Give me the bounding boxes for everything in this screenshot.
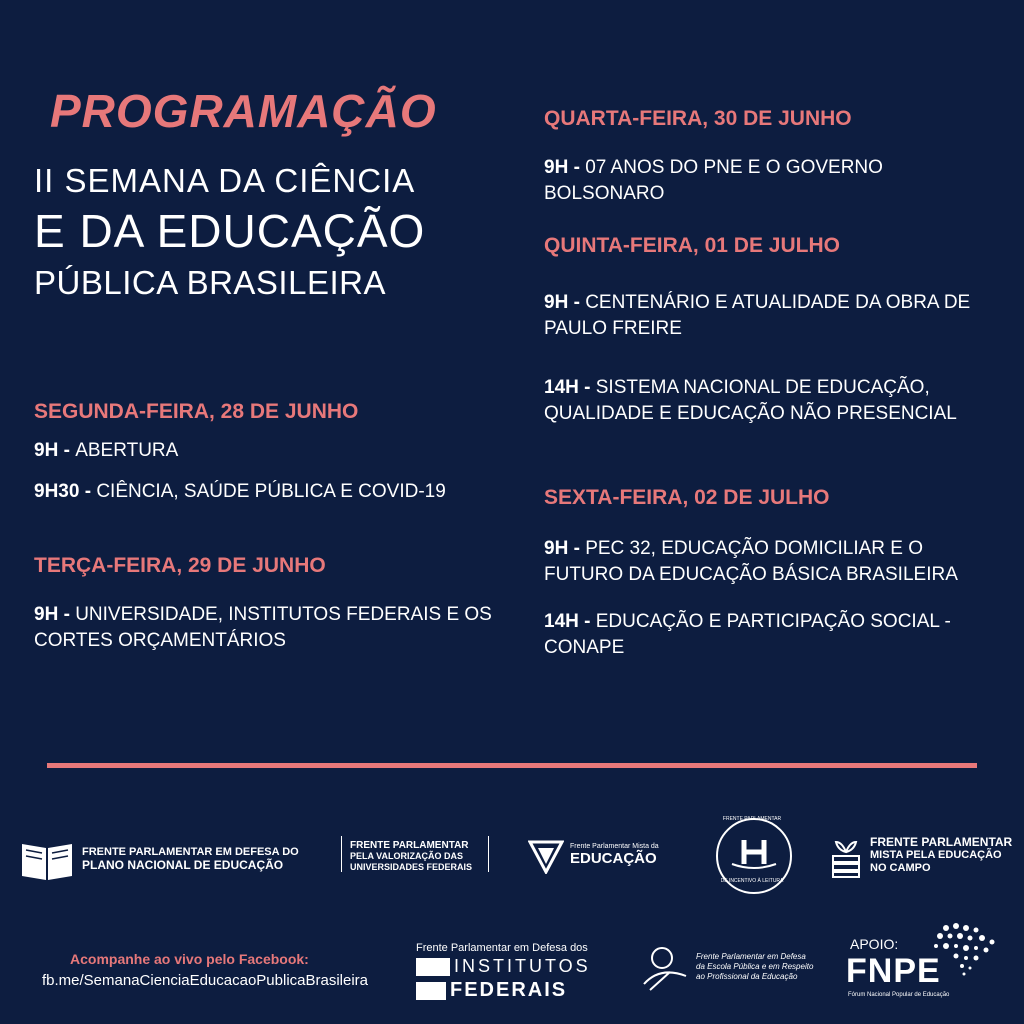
day-heading-tuesday: TERÇA-FEIRA, 29 DE JUNHO: [34, 554, 326, 577]
item-sep: -: [568, 292, 586, 313]
logo-univ-line3: UNIVERSIDADES FEDERAIS: [350, 862, 473, 872]
inst-block-icon: [416, 982, 446, 1000]
page-title: PROGRAMAÇÃO: [50, 85, 437, 137]
schedule-item: [544, 609, 1004, 661]
day-heading-thursday: QUINTA-FEIRA, 01 DE JULHO: [544, 234, 840, 257]
schedule-item: [34, 602, 504, 654]
facebook-url-link[interactable]: fb.me/SemanaCienciaEducacaoPublicaBrasileira: [42, 972, 369, 989]
item-time: 9H: [34, 604, 59, 625]
event-title-line2: E DA EDUCAÇÃO: [34, 205, 426, 257]
logo-pne-line1: FRENTE PARLAMENTAR EM DEFESA DO: [82, 846, 299, 858]
item-time: 14H: [544, 611, 579, 632]
schedule-item: [544, 290, 1004, 342]
logo-inst-line1: INSTITUTOS: [454, 956, 591, 976]
item-time: 14H: [544, 377, 579, 398]
schedule-item: [544, 375, 1004, 427]
item-sep: -: [568, 538, 586, 559]
logo-educ-big: EDUCAÇÃO: [570, 850, 657, 867]
logo-univ: [350, 840, 472, 873]
apoio-label: APOIO:: [850, 936, 899, 952]
event-title-line3: PÚBLICA BRASILEIRA: [34, 264, 386, 301]
item-sep: -: [58, 440, 76, 461]
book-icon: [20, 838, 74, 887]
logo-inst-line2: FEDERAIS: [450, 979, 568, 1001]
item-sep: -: [58, 604, 76, 625]
logo-campo-line1: FRENTE PARLAMENTAR: [870, 835, 1013, 849]
item-sep: -: [79, 481, 97, 502]
day-heading-monday: SEGUNDA-FEIRA, 28 DE JUNHO: [34, 400, 359, 423]
inst-block-icon: [416, 958, 450, 976]
item-time: 9H: [544, 157, 569, 178]
logo-escola-line1: Frente Parlamentar em Defesa: [696, 952, 806, 961]
item-text: CENTENÁRIO E ATUALIDADE DA OBRA DE PAULO FREIRE: [544, 292, 971, 339]
item-sep: -: [568, 157, 586, 178]
logo-pne-line2: PLANO NACIONAL DE EDUCAÇÃO: [82, 858, 284, 872]
day-heading-wednesday: QUARTA-FEIRA, 30 DE JUNHO: [544, 107, 852, 130]
logo-campo: [870, 836, 1012, 875]
section-divider: [47, 763, 977, 768]
event-title-line1: II SEMANA DA CIÊNCIA: [34, 162, 416, 199]
educacao-logo-icon: [528, 840, 564, 879]
item-time: 9H: [544, 292, 569, 313]
logo-pne: [82, 846, 299, 872]
logo-escola-line2: da Escola Pública e em Respeito: [696, 962, 814, 971]
item-time: 9H30: [34, 481, 80, 502]
day-heading-friday: SEXTA-FEIRA, 02 DE JULHO: [544, 486, 830, 509]
logo-campo-line2: MISTA PELA EDUCAÇÃO: [870, 849, 1002, 861]
logo-inst: [416, 942, 591, 1002]
logo-fnpe-sub: Fórum Nacional Popular de Educação: [848, 992, 950, 998]
item-text: PEC 32, EDUCAÇÃO DOMICILIAR E O FUTURO DA EDUCAÇÃO BÁSICA BRASILEIRA: [544, 538, 958, 585]
escola-logo-icon: [640, 944, 694, 997]
item-text: UNIVERSIDADE, INSTITUTOS FEDERAIS E OS CORTES ORÇAMENTÁRIOS: [34, 604, 492, 651]
item-sep: -: [578, 377, 596, 398]
schedule-item: [34, 479, 504, 505]
item-text: ABERTURA: [75, 440, 179, 461]
logo-univ-line1: FRENTE PARLAMENTAR: [350, 840, 469, 851]
item-text: 07 ANOS DO PNE E O GOVERNO BOLSONARO: [544, 157, 883, 204]
logo-educ: [570, 843, 659, 867]
logo-campo-line3: NO CAMPO: [870, 862, 931, 874]
logo-univ-line2: PELA VALORIZAÇÃO DAS: [350, 851, 464, 861]
item-text: SISTEMA NACIONAL DE EDUCAÇÃO, QUALIDADE E EDUCAÇÃO NÃO PRESENCIAL: [544, 377, 957, 424]
logo-leitura-top: FRENTE PARLAMENTAR: [722, 816, 782, 822]
logo-inst-small: Frente Parlamentar em Defesa dos: [416, 942, 588, 954]
logo-escola-line3: ao Profissional da Educação: [696, 972, 798, 981]
logo-escola: [696, 952, 813, 982]
item-time: 9H: [34, 440, 59, 461]
item-time: 9H: [544, 538, 569, 559]
books-plant-icon: [830, 838, 862, 883]
item-text: EDUCAÇÃO E PARTICIPAÇÃO SOCIAL - CONAPE: [544, 611, 951, 658]
schedule-item: [544, 155, 984, 207]
facebook-label: Acompanhe ao vivo pelo Facebook:: [70, 951, 309, 967]
schedule-item: [544, 536, 1004, 588]
item-sep: -: [578, 611, 596, 632]
logo-educ-small: Frente Parlamentar Mista da: [570, 843, 659, 850]
logo-fnpe-name: FNPE: [846, 952, 941, 990]
schedule-item: [34, 438, 504, 464]
item-text: CIÊNCIA, SAÚDE PÚBLICA E COVID-19: [96, 481, 446, 502]
logo-leitura-bottom: DE INCENTIVO À LEITURA: [720, 878, 784, 884]
